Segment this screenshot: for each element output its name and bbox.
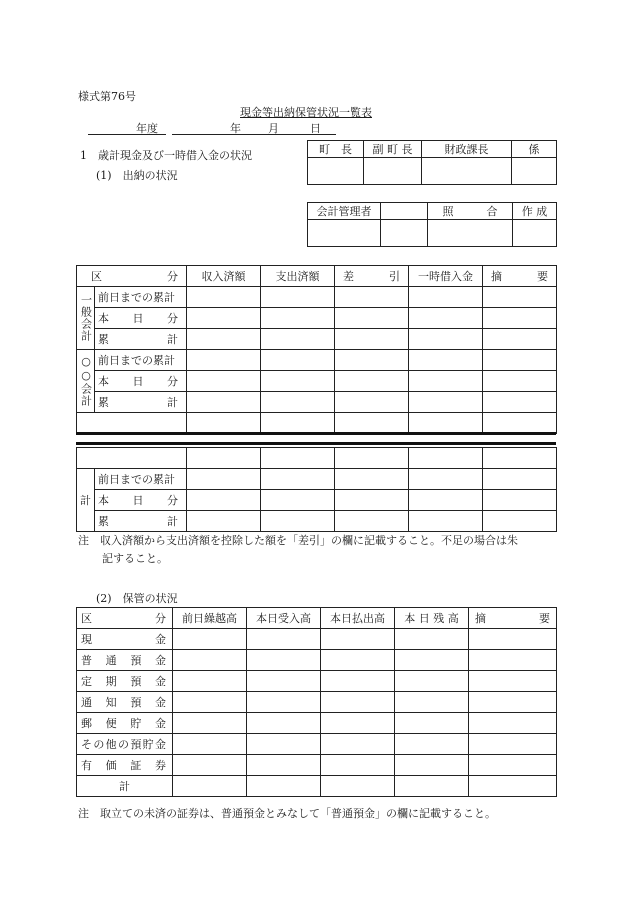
entry-cell[interactable] [469,692,557,713]
row-ordinary-deposit: 普 通 預 金 [77,650,173,671]
entry-cell[interactable] [173,629,247,650]
entry-cell[interactable] [261,511,335,532]
header-remarks: 摘 要 [469,608,557,629]
entry-cell[interactable] [321,650,395,671]
entry-cell[interactable] [173,713,247,734]
entry-cell[interactable] [173,776,247,797]
tsuki-label: 月 [268,122,279,135]
entry-cell[interactable] [173,671,247,692]
entry-cell[interactable] [469,629,557,650]
row-today: 本 日 分 [95,490,187,511]
entry-cell[interactable] [395,671,469,692]
entry-cell[interactable] [173,734,247,755]
entry-cell[interactable] [409,469,483,490]
entry-cell[interactable] [469,776,557,797]
stamp-cell[interactable] [513,220,557,247]
row-notice-deposit: 通 知 預 金 [77,692,173,713]
row-today: 本 日 分 [95,371,187,392]
entry-cell[interactable] [395,776,469,797]
entry-cell[interactable] [395,692,469,713]
approval-create: 作 成 [513,203,557,220]
entry-cell[interactable] [261,371,335,392]
header-diff: 差 引 [335,266,409,287]
header-loan: 一時借入金 [409,266,483,287]
entry-cell[interactable] [261,287,335,308]
entry-cell[interactable] [409,392,483,413]
header-remarks: 摘 要 [483,266,557,287]
entry-cell[interactable] [335,469,409,490]
entry-cell[interactable] [77,413,187,434]
entry-cell[interactable] [483,350,557,371]
stamp-cell[interactable] [308,220,381,247]
entry-cell[interactable] [261,490,335,511]
stamp-cell[interactable] [428,220,513,247]
section1-heading: 1 歳計現金及び一時借入金の状況 [80,149,252,162]
approval-staff: 係 [512,141,557,158]
group-other: ○○会計 [77,350,95,413]
entry-cell[interactable] [321,776,395,797]
entry-cell[interactable] [409,287,483,308]
entry-cell[interactable] [247,713,321,734]
header-expense: 支出済額 [261,266,335,287]
entry-cell[interactable] [395,755,469,776]
entry-cell[interactable] [483,371,557,392]
approval-check: 照 合 [428,203,513,220]
header-balance: 本 日 残 高 [395,608,469,629]
row-prev-cumulative: 前日までの累計 [95,287,187,308]
entry-cell[interactable] [469,671,557,692]
entry-cell[interactable] [173,692,247,713]
storage-table [76,607,557,797]
page-title: 現金等出納保管状況一覧表 [240,106,372,119]
entry-cell[interactable] [247,776,321,797]
entry-cell[interactable] [321,755,395,776]
entry-cell[interactable] [335,350,409,371]
entry-cell[interactable] [469,734,557,755]
entry-cell[interactable] [187,308,261,329]
row-total: 計 [77,776,173,797]
entry-cell[interactable] [483,490,557,511]
entry-cell[interactable] [469,650,557,671]
entry-cell[interactable] [335,287,409,308]
entry-cell[interactable] [395,734,469,755]
note-2: 注 取立ての未済の証券は、普通預金とみなして「普通預金」の欄に記載すること。 [78,807,496,820]
entry-cell[interactable] [321,629,395,650]
entry-cell[interactable] [187,413,261,434]
approval-blank [381,203,428,220]
approval-mayor: 町 長 [308,141,364,158]
break-line-2 [76,442,556,445]
note-1-cont: 記すること。 [102,552,168,565]
entry-cell[interactable] [173,650,247,671]
entry-cell[interactable] [247,734,321,755]
entry-cell[interactable] [335,329,409,350]
header-income: 収入済額 [187,266,261,287]
approval-deputy: 副 町 長 [364,141,422,158]
entry-cell[interactable] [409,490,483,511]
entry-cell[interactable] [261,448,335,469]
year-label: 年度 [136,122,158,135]
entry-cell[interactable] [321,671,395,692]
row-cumulative: 累 計 [95,329,187,350]
entry-cell[interactable] [483,287,557,308]
entry-cell[interactable] [335,511,409,532]
entry-cell[interactable] [187,448,261,469]
entry-cell[interactable] [335,448,409,469]
row-time-deposit: 定 期 預 金 [77,671,173,692]
stamp-cell[interactable] [381,220,428,247]
entry-cell[interactable] [409,329,483,350]
cash-table-total [76,447,557,532]
section1-sub: (1) 出納の状況 [96,169,178,182]
approval-finance: 財政課長 [422,141,512,158]
entry-cell[interactable] [483,511,557,532]
entry-cell[interactable] [321,713,395,734]
entry-cell[interactable] [409,371,483,392]
entry-cell[interactable] [335,371,409,392]
entry-cell[interactable] [395,629,469,650]
break-line-1 [76,432,556,435]
entry-cell[interactable] [483,469,557,490]
approval-table-2 [307,202,557,247]
entry-cell[interactable] [469,713,557,734]
entry-cell[interactable] [483,413,557,434]
entry-cell[interactable] [483,448,557,469]
entry-cell[interactable] [187,350,261,371]
row-postal-savings: 郵 便 貯 金 [77,713,173,734]
row-prev-cumulative: 前日までの累計 [95,350,187,371]
entry-cell[interactable] [409,413,483,434]
entry-cell[interactable] [247,650,321,671]
entry-cell[interactable] [261,392,335,413]
entry-cell[interactable] [187,329,261,350]
hi-label: 日 [310,122,321,135]
entry-cell[interactable] [321,734,395,755]
row-cash: 現 金 [77,629,173,650]
cash-table [76,265,557,434]
entry-cell[interactable] [261,469,335,490]
row-cumulative: 累 計 [95,392,187,413]
entry-cell[interactable] [187,490,261,511]
entry-cell[interactable] [187,287,261,308]
entry-cell[interactable] [187,371,261,392]
row-other-deposit: その他の預貯金 [77,734,173,755]
entry-cell[interactable] [335,413,409,434]
entry-cell[interactable] [247,755,321,776]
entry-cell[interactable] [247,629,321,650]
entry-cell[interactable] [335,392,409,413]
stamp-cell[interactable] [512,158,557,185]
row-securities: 有 価 証 券 [77,755,173,776]
entry-cell[interactable] [321,692,395,713]
entry-cell[interactable] [173,755,247,776]
header-received: 本日受入高 [247,608,321,629]
entry-cell[interactable] [187,392,261,413]
entry-cell[interactable] [395,650,469,671]
row-cumulative: 累 計 [95,511,187,532]
header-category: 区 分 [77,266,187,287]
entry-cell[interactable] [247,692,321,713]
entry-cell[interactable] [335,490,409,511]
entry-cell[interactable] [187,469,261,490]
entry-cell[interactable] [77,448,187,469]
section2-sub: (2) 保管の状況 [96,592,178,605]
approval-accountant: 会計管理者 [308,203,381,220]
entry-cell[interactable] [409,448,483,469]
header-paid: 本日払出高 [321,608,395,629]
form-number: 様式第76号 [78,90,136,103]
entry-cell[interactable] [187,511,261,532]
entry-cell[interactable] [261,308,335,329]
entry-cell[interactable] [483,392,557,413]
entry-cell[interactable] [261,413,335,434]
entry-cell[interactable] [469,755,557,776]
nen-label: 年 [230,122,241,135]
entry-cell[interactable] [483,329,557,350]
stamp-cell[interactable] [308,158,364,185]
entry-cell[interactable] [247,671,321,692]
group-total: 計 [77,469,95,532]
date-line [88,120,342,134]
entry-cell[interactable] [335,308,409,329]
row-prev-cumulative: 前日までの累計 [95,469,187,490]
header-category: 区 分 [77,608,173,629]
stamp-cell[interactable] [364,158,422,185]
entry-cell[interactable] [261,350,335,371]
entry-cell[interactable] [409,511,483,532]
stamp-cell[interactable] [422,158,512,185]
entry-cell[interactable] [409,308,483,329]
approval-table-1 [307,140,557,185]
entry-cell[interactable] [395,713,469,734]
header-prev: 前日繰越高 [173,608,247,629]
row-today: 本 日 分 [95,308,187,329]
entry-cell[interactable] [409,350,483,371]
entry-cell[interactable] [261,329,335,350]
entry-cell[interactable] [483,308,557,329]
note-1: 注 収入済額から支出済額を控除した額を「差引」の欄に記載すること。不足の場合は朱 [78,534,518,547]
group-general: 一般会計 [77,287,95,350]
